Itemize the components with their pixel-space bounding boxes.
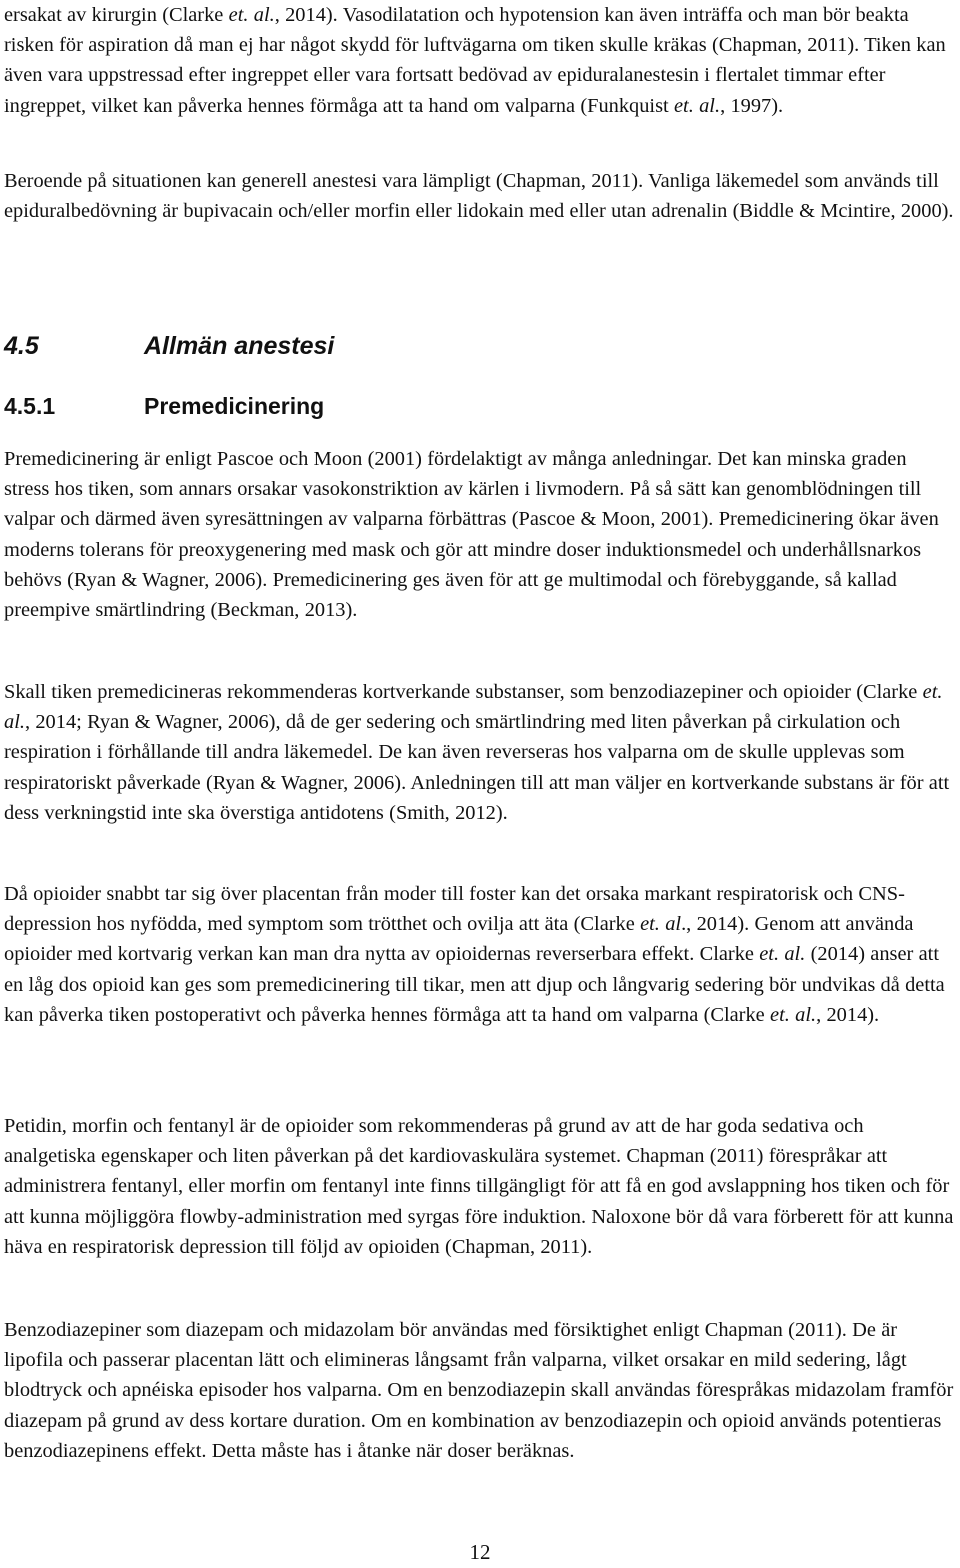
text-run: , 2014; Ryan & Wagner, 2006), då de ger sedering och smärtlindring med liten påverkan på cirkulation och respiration i förhållande till andra läkemedel. De kan även reverseras hos valparna om de skulle upplevas som respiratoriskt påverkade (Ryan & Wagner, 2006). Anledningen till att man väljer en kortverkande substans är för att dess verkningstid inte ska överstiga antidotens (Smith, 2012).: [4, 711, 950, 824]
paragraph-short-acting-substances: [4, 677, 956, 828]
text-run: Premedicinering är enligt Pascoe och Moon (2001) fördelaktigt av många anledningar. Det kan minska graden stress hos tiken, som annars orsakar vasokonstriktion av kärlen i livmodern. På så sätt kan genomblödningen till valpar och därmed även syresättningen av valparna förbättras (Pascoe & Moon, 2001). Premedicinering ökar även moderns tolerans för preoxygenering med mask och gör att mindre doser induktionsmedel och underhållsnarkos behövs (Ryan & Wagner, 2006). Premedicinering ges även för att ge multimodal och förebyggande, så kallad preempive smärtlindring (Beckman, 2013).: [4, 448, 939, 622]
paragraph-general-anesthesia: [4, 166, 956, 226]
text-run: Petidin, morfin och fentanyl är de opioider som rekommenderas på grund av att de har goda sedativa och analgetiska egenskaper och liten påverkan på det kardiovaskulära systemet. Chapman (2011) förespråkar att administrera fentanyl, eller morfin om fentanyl inte finns tillgängligt för att få en god avslappning hos tiken och för att kunna möjliggöra flowby-administration med syrgas före induktion. Naloxone bör då vara förberett för att kunna häva en respiratorisk depression till följd av opioiden (Chapman, 2011).: [4, 1115, 954, 1258]
text-run: Beroende på situationen kan generell anestesi vara lämpligt (Chapman, 2011). Vanliga läkemedel som används till epiduralbedövning är bupivacain och/eller morfin eller lidokain med eller utan adrenalin (Biddle & Mcintire, 2000).: [4, 170, 954, 223]
italic-citation: et. al.: [4, 681, 943, 734]
italic-citation: et. al.: [673, 94, 721, 117]
text-run: Benzodiazepiner som diazepam och midazolam bör användas med försiktighet enligt Chapman (2011). De är lipofila och passerar placentan lätt och elimineras långsamt från valparna, vilket orsakar en mild sedering, lågt blodtryck och apnéiska episoder hos valparna. Om en benzodiazepin skall användas förespråkas midazolam framför diazepam på grund av dess kortare duration. Om en kombination av benzodiazepin och opioid används potentieras benzodiazepinens effekt. Detta måste has i åtanke när doser beräknas.: [4, 1319, 954, 1462]
section-number: 4.5: [4, 332, 39, 360]
section-title: Allmän anestesi: [144, 332, 335, 360]
text-run: , 2014).: [816, 1003, 880, 1026]
page-number: 12: [469, 1540, 491, 1564]
paragraph-epidural-risks: [4, 0, 956, 121]
section-heading: [4, 332, 334, 361]
text-run: Då opioider snabbt tar sig över placentan från moder till foster kan det orsaka markant respiratorisk och CNS-depression hos nyfödda, med symptom som trötthet och ovilja att äta (Clarke: [4, 883, 905, 936]
subsection-heading: [4, 393, 324, 420]
text-run: Skall tiken premedicineras rekommenderas kortverkande substanser, som benzodiazepiner och opioider (Clarke: [4, 681, 923, 703]
subsection-number: 4.5.1: [4, 393, 56, 419]
paragraph-premedication-benefits: [4, 444, 956, 625]
italic-citation: et. al: [640, 913, 682, 936]
italic-citation: et. al.: [759, 943, 806, 966]
italic-citation: et. al.: [228, 4, 275, 26]
text-run: , 1997).: [720, 94, 784, 117]
text-run: , 2014). Vasodilatation och hypotension kan även inträffa och man bör beakta risken för aspiration då man ej har något skydd för luftvägarna om tiken skulle kräkas (Chapman, 2011). Tiken kan även vara uppstressad efter ingreppet eller vara fortsatt bedövad av epiduralanestesin i flertalet timmar efter ingreppet, vilket kan påverka hennes förmåga att ta hand om valparna (Funkquist: [4, 4, 946, 117]
paragraph-benzodiazepines: [4, 1315, 956, 1466]
text-run: (2014) anser att en låg dos opioid kan ges som premedicinering till tikar, men att djup och långvarig sedering bör undvikas då detta kan påverka tiken postoperativt och påverka hennes förmåga att ta hand om valparna (Clarke: [4, 943, 945, 1026]
subsection-title: Premedicinering: [144, 393, 325, 419]
paragraph-recommended-opioids: [4, 1111, 956, 1262]
italic-citation: et. al.: [770, 1003, 817, 1026]
text-run: ersakat av kirurgin (Clarke: [4, 4, 229, 26]
text-run: ., 2014). Genom att använda opioider med kortvarig verkan kan man dra nytta av opioidernas reverserbara effekt. Clarke: [4, 913, 914, 966]
paragraph-opioids-placenta: [4, 879, 956, 1030]
